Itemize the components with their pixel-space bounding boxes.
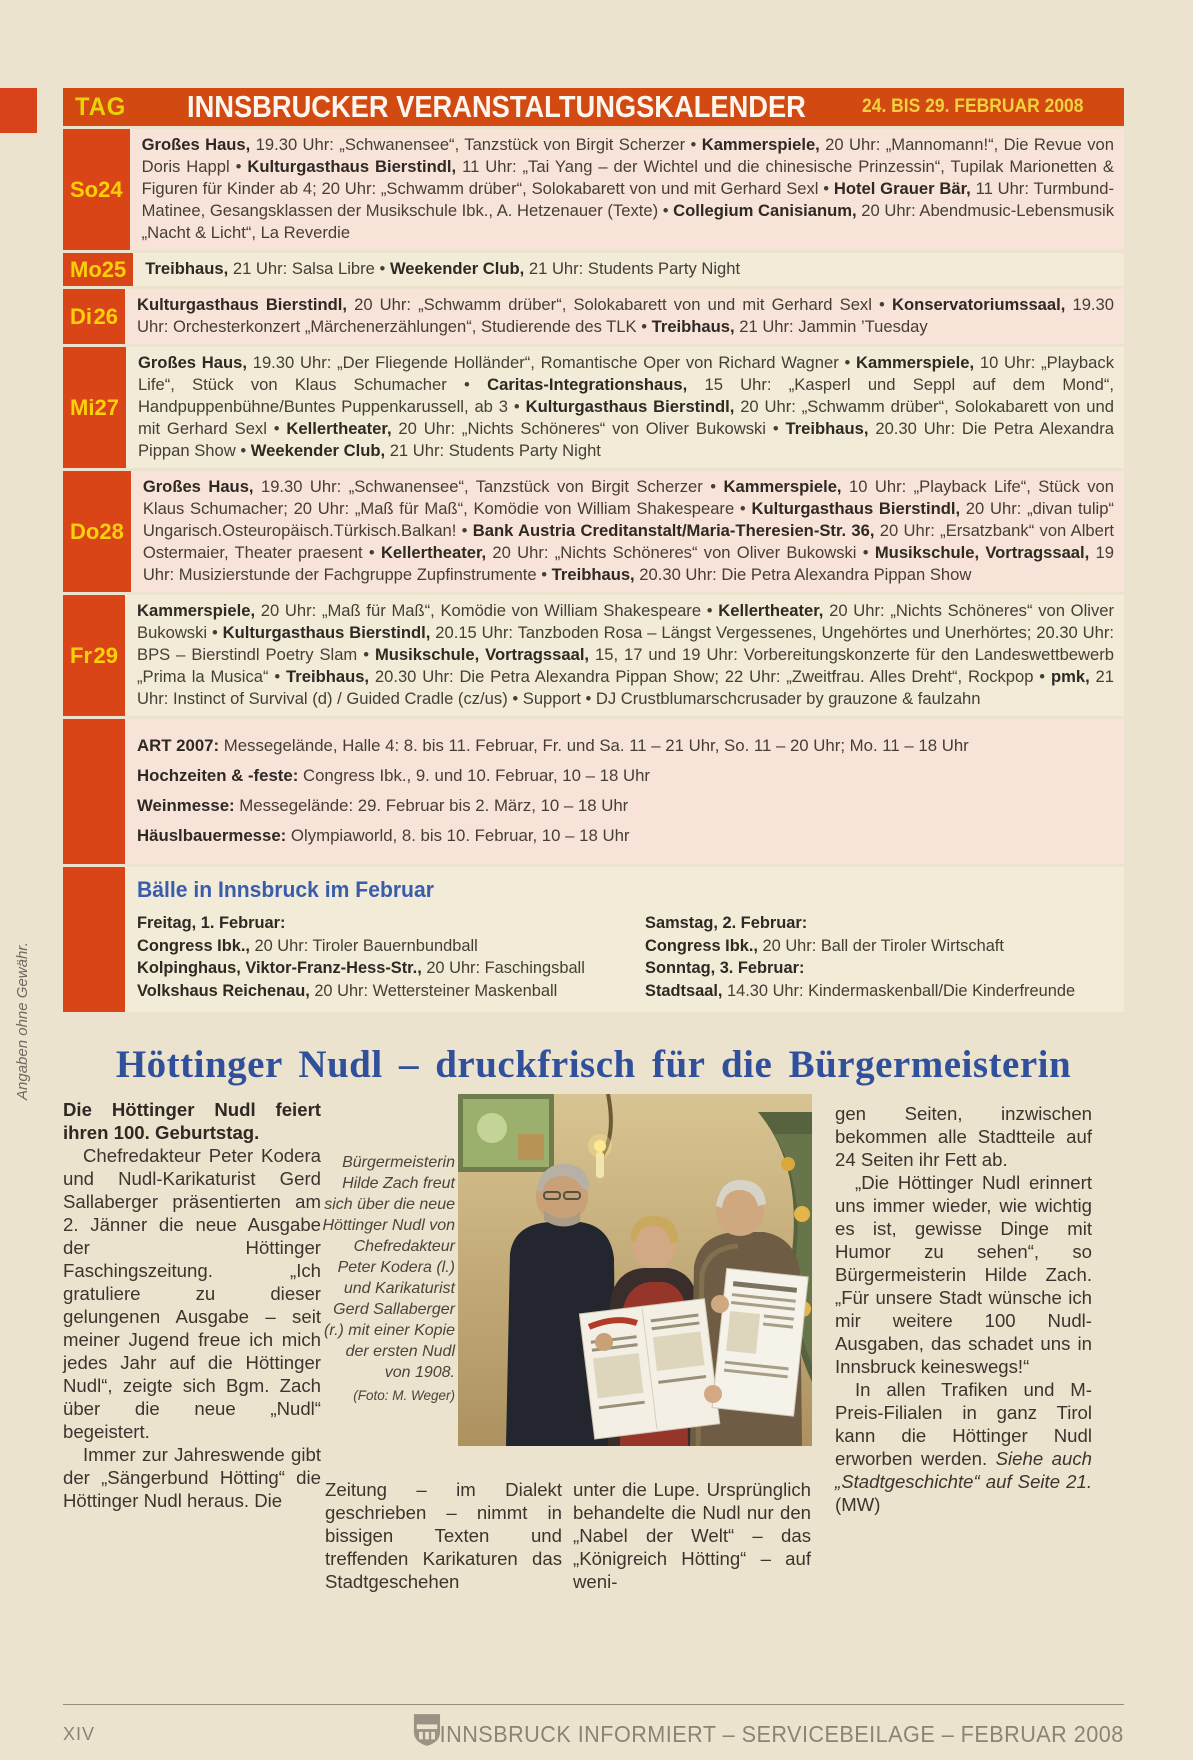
day-number: 28: [99, 518, 124, 544]
text-segment: In allen Trafiken und M-Preis-Filialen in ganz Tirol kann die Höttinger Nudl erworben werden.: [835, 1379, 1092, 1469]
calendar-day-row: [63, 253, 1124, 286]
text-segment: 20 Uhr: „divan tulip“ Ungarisch.Osteuropäisch.Türkisch.Balkan! •: [142, 499, 1114, 540]
article-paragraph: [835, 1171, 1092, 1378]
text-segment: Congress Ibk.,: [137, 936, 250, 955]
text-segment: Chefredakteur Peter Kodera und Nudl-Karikaturist Gerd Sallaberger präsentierten am 2. Jänner die neue Ausgabe der Höttinger Faschingszeitung. „Ich gratuliere zu dieser gelungenen Ausgabe – seit meiner Jugend freue ich mich jedes Jahr auf die Höttinger Nudl“, zeigte sich Bgm. Zach über die neue „Nudl“ begeistert.: [63, 1145, 321, 1442]
day-abbrev: Di: [70, 303, 92, 329]
article-column-1: [63, 1098, 321, 1512]
text-segment: Konservatoriumssaal,: [891, 295, 1066, 314]
text-segment: Olympiaworld, 8. bis 10. Februar, 10 – 18 Uhr: [286, 826, 630, 845]
text-segment: gen Seiten, inzwischen bekommen alle Stadtteile auf 24 Seiten ihr Fett ab.: [835, 1103, 1092, 1170]
text-segment: Bank Austria Creditanstalt/Maria-Theresien-Str. 36,: [472, 521, 875, 540]
calendar-day-row: [63, 347, 1124, 468]
calendar-title: INNSBRUCKER VERANSTALTUNGSKALENDER: [186, 89, 806, 124]
text-segment: Treibhaus,: [145, 259, 229, 278]
text-segment: 21 Uhr: Students Party Night: [524, 259, 741, 278]
photo-credit: (Foto: M. Weger): [353, 1388, 455, 1403]
text-segment: Hochzeiten & -feste:: [137, 766, 299, 785]
ball-line: [645, 912, 1114, 935]
text-segment: 20 Uhr: „Schwamm drüber“, Solokabarett von und mit Gerhard Sexl •: [137, 397, 1114, 438]
text-segment: 20.30 Uhr: Die Petra Alexandra Pippan Show •: [137, 419, 1114, 460]
day-events-body: [125, 289, 1124, 344]
text-segment: Häuslbauermesse:: [137, 826, 287, 845]
text-segment: Kulturgasthaus Bierstindl,: [525, 397, 735, 416]
text-segment: 15, 17 und 19 Uhr: Vorbereitungskonzerte für den Landeswettbewerb „Prima la Musica“ •: [137, 645, 1115, 686]
article-paragraph: [325, 1478, 562, 1593]
text-segment: 20 Uhr: „Nichts Schöneres“ von Oliver Bukowski •: [137, 601, 1114, 642]
balls-section: [63, 867, 1124, 1012]
text-segment: Kellertheater,: [718, 601, 824, 620]
text-segment: Musikschule, Vortragssaal,: [874, 543, 1090, 562]
article-paragraph: [63, 1443, 321, 1512]
text-segment: „Die Höttinger Nudl erinnert uns immer wieder, wie wichtig es ist, gewisse Dinge mit Humor zu sehen“, so Bürgermeisterin Hilde Zach. „Für unsere Stadt wünsche ich mir weitere 100 Nudl-Ausgaben, das schadet uns in Innsbruck keineswegs!“: [835, 1172, 1092, 1377]
day-abbrev: Fr: [70, 642, 92, 668]
text-segment: Kammerspiele,: [701, 135, 820, 154]
text-segment: Immer zur Jahreswende gibt der „Sängerbund Hötting“ die Höttinger Nudl heraus. Die: [63, 1444, 321, 1511]
text-segment: 20.30 Uhr: Die Petra Alexandra Pippan Show; 22 Uhr: „Zweitfrau. Alles Dreht“, Rockpop •: [369, 667, 1051, 686]
text-segment: 19.30 Uhr: „Schwanensee“, Tanzstück von Birgit Scherzer •: [250, 135, 702, 154]
article-paragraph: [63, 1098, 321, 1144]
text-segment: 21 Uhr: Students Party Night: [385, 441, 601, 460]
photo-illustration: [458, 1094, 812, 1446]
article-paragraph: [573, 1478, 811, 1593]
calendar-header: [63, 88, 1124, 126]
day-events-body: [130, 129, 1124, 250]
text-segment: Weinmesse:: [137, 796, 235, 815]
calendar-day-row: [63, 289, 1124, 344]
text-segment: Collegium Canisianum,: [673, 201, 857, 220]
day-label: [63, 595, 125, 716]
day-events: [142, 134, 1114, 244]
text-segment: 19.30 Uhr: „Der Fliegende Holländer“, Romantische Oper von Richard Wagner •: [246, 353, 857, 372]
text-segment: 15 Uhr: „Kasperl und Seppl auf dem Mond“, Handpuppenbühne/Buntes Puppenkarussell, ab 3 •: [137, 375, 1114, 416]
text-segment: 20 Uhr: Wettersteiner Maskenball: [309, 981, 558, 1000]
text-segment: Kulturgasthaus Bierstindl,: [751, 499, 961, 518]
text-segment: Messegelände, Halle 4: 8. bis 11. Februar, Fr. und Sa. 11 – 21 Uhr, So. 11 – 20 Uhr; Mo. 11 – 18 Uhr: [219, 736, 969, 755]
text-segment: 11 Uhr: Turmbund-Matinee, Gesangsklassen der Musikschule Ibk., A. Hetzenauer (Texte) •: [141, 179, 1114, 220]
text-segment: Kammerspiele,: [137, 601, 256, 620]
day-number: 29: [93, 642, 118, 668]
page-footer: [63, 1704, 1124, 1748]
text-segment: Kulturgasthaus Bierstindl,: [222, 623, 431, 642]
day-label: [63, 347, 126, 468]
calendar-rows: [63, 129, 1124, 716]
day-number: 25: [101, 256, 127, 282]
text-segment: 19.30 Uhr: „Schwanensee“, Tanzstück von Birgit Scherzer •: [253, 477, 724, 496]
text-segment: 20 Uhr: „Schwamm drüber“, Solokabarett von und mit Gerhard Sexl •: [346, 295, 892, 314]
page-number: XIV: [63, 1724, 96, 1744]
article-paragraph: [63, 1144, 321, 1443]
text-segment: Treibhaus,: [286, 667, 370, 686]
text-segment: Sonntag, 3. Februar:: [645, 959, 805, 977]
footer-title: INNSBRUCK INFORMIERT – SERVICEBEILAGE – FEBRUAR 2008: [439, 1721, 1124, 1747]
text-segment: pmk,: [1050, 667, 1090, 686]
day-label: [63, 129, 130, 250]
calendar-day-row: [63, 471, 1124, 592]
text-segment: 20 Uhr: Abendmusic-Lebensmusik „Nacht & Licht“, La Reverdie: [141, 201, 1114, 242]
calendar-day-row: [63, 595, 1124, 716]
text-segment: 14.30 Uhr: Kindermaskenball/Die Kinderfreunde: [722, 981, 1076, 1000]
ball-line: [137, 935, 645, 958]
text-segment: Kammerspiele,: [856, 353, 975, 372]
text-segment: (MW): [835, 1494, 881, 1515]
margin-note: Angaben ohne Gewähr.: [14, 942, 31, 1100]
ball-line: [645, 980, 1114, 1003]
fair-line: [137, 825, 1114, 846]
balls-content: [125, 867, 1124, 1012]
ball-line: [137, 957, 645, 980]
fairs-section: [63, 719, 1124, 864]
text-segment: 11 Uhr: „Tai Yang – der Wichtel und die chinesische Prinzessin“, Tupilak Marionetten & Figuren für Kinder ab 4; 20 Uhr: „Schwamm drüber“, Solokabarett von und mit Gerhard Sexl •: [141, 157, 1114, 198]
day-events-body: [125, 595, 1124, 716]
text-segment: Weekender Club,: [389, 259, 525, 278]
day-number: 27: [94, 394, 119, 420]
ball-line: [137, 980, 645, 1003]
text-segment: Treibhaus,: [651, 317, 735, 336]
article-headline: Höttinger Nudl – druckfrisch für die Bürgermeisterin: [115, 1043, 1072, 1086]
photo-caption: [321, 1152, 455, 1406]
text-segment: Volkshaus Reichenau,: [137, 981, 310, 1000]
text-segment: Treibhaus,: [785, 419, 869, 438]
article-column-4: [835, 1102, 1092, 1516]
text-segment: Kellertheater,: [380, 543, 487, 562]
day-abbrev: Mi: [70, 394, 95, 420]
text-segment: Stadtsaal,: [645, 981, 723, 1000]
day-events: [138, 352, 1114, 462]
article-photo: [458, 1094, 812, 1446]
balls-title: Bälle in Innsbruck im Februar: [137, 877, 434, 902]
text-segment: 21 Uhr: Salsa Libre •: [228, 259, 390, 278]
tag-label: TAG: [75, 92, 127, 121]
text-segment: Caritas-Integrationshaus,: [487, 375, 688, 394]
day-label: [63, 253, 133, 286]
text-segment: Messegelände: 29. Februar bis 2. März, 10 – 18 Uhr: [234, 796, 629, 815]
day-events: [137, 600, 1114, 710]
innsbruck-crest-icon: [413, 1713, 441, 1752]
text-segment: 20.30 Uhr: Die Petra Alexandra Pippan Show: [634, 565, 972, 584]
text-segment: Samstag, 2. Februar:: [645, 914, 808, 932]
fairs-lines: [125, 719, 1124, 864]
day-number: 24: [98, 176, 123, 202]
text-segment: Siehe auch „Stadtgeschichte“ auf Seite 21.: [835, 1448, 1092, 1492]
text-segment: ART 2007:: [137, 736, 220, 755]
text-segment: Kellertheater,: [286, 419, 392, 438]
text-segment: Großes Haus,: [141, 135, 251, 154]
day-events-body: [133, 253, 1124, 286]
day-events-body: [131, 471, 1124, 592]
day-events: [145, 258, 1114, 280]
text-segment: 19 Uhr: Musizierstunde der Fachgruppe Zupfinstrumente •: [142, 543, 1114, 584]
article-column-2: [325, 1478, 562, 1593]
article: [63, 1036, 1124, 1592]
text-segment: 20.15 Uhr: Tanzboden Rosa – Längst Vergessenes, Ungehörtes und Unerhörtes; 20.30 Uhr: BPS – Bierstindl Poetry Slam •: [137, 623, 1114, 664]
text-segment: Congress Ibk., 9. und 10. Februar, 10 – 18 Uhr: [298, 766, 650, 785]
day-spacer: [63, 719, 125, 864]
balls-right: [645, 912, 1114, 1002]
fair-line: [137, 795, 1114, 816]
text-segment: Großes Haus,: [137, 353, 247, 372]
caption-text: Bürgermeisterin Hilde Zach freut sich über die neue Höttinger Nudl von Chefredakteur Peter Kodera (l.) und Karikaturist Gerd Sallaberger (r.) mit einer Kopie der ersten Nudl von 1908.: [322, 1154, 455, 1381]
day-number: 26: [93, 303, 118, 329]
text-segment: 20 Uhr: „Nichts Schöneres“ von Oliver Bukowski •: [486, 543, 875, 562]
article-paragraph: [835, 1102, 1092, 1171]
day-label: [63, 289, 125, 344]
ball-line: [645, 935, 1114, 958]
events-calendar: [63, 88, 1124, 1012]
text-segment: 20 Uhr: Faschingsball: [421, 959, 585, 977]
day-abbrev: Do: [70, 518, 100, 544]
article-paragraph: [835, 1378, 1092, 1516]
text-segment: Großes Haus,: [142, 477, 254, 496]
text-segment: 20 Uhr: „Nichts Schöneres“ von Oliver Bukowski •: [391, 419, 786, 438]
ball-line: [645, 957, 1114, 980]
text-segment: Kulturgasthaus Bierstindl,: [247, 157, 457, 176]
text-segment: unter die Lupe. Ursprünglich behandelte die Nudl nur den „Nabel der Welt“ – das „Königreich Hötting“ – auf weni-: [573, 1479, 811, 1592]
text-segment: Congress Ibk.,: [645, 936, 758, 955]
text-segment: 20 Uhr: „Maß für Maß“, Komödie von William Shakespeare •: [255, 601, 719, 620]
fair-line: [137, 735, 1114, 756]
article-column-3: [573, 1478, 811, 1593]
corner-mark: [0, 88, 37, 133]
text-segment: 20 Uhr: Tiroler Bauernbundball: [249, 936, 478, 955]
text-segment: Weekender Club,: [250, 441, 386, 460]
calendar-date-range: 24. BIS 29. FEBRUAR 2008: [862, 96, 1084, 117]
text-segment: Kammerspiele,: [723, 477, 842, 496]
text-segment: Die Höttinger Nudl feiert ihren 100. Geburtstag.: [63, 1099, 321, 1143]
day-events-body: [126, 347, 1124, 468]
text-segment: 21 Uhr: Jammin ’Tuesday: [734, 317, 928, 336]
text-segment: 19.30 Uhr: Orchesterkonzert „Märchenerzählungen“, Studierende des TLK •: [137, 295, 1115, 336]
text-segment: Treibhaus,: [551, 565, 635, 584]
text-segment: Kolpinghaus, Viktor-Franz-Hess-Str.,: [137, 959, 422, 977]
day-label: [63, 471, 131, 592]
day-abbrev: So: [70, 176, 99, 202]
text-segment: Hotel Grauer Bär,: [833, 179, 971, 198]
text-segment: 21 Uhr: Instinct of Survival (d) / Guided Cradle (cz/us) • Support • DJ Crustblumarschcrusader by grauzone & faulzahn: [137, 667, 1114, 708]
text-segment: 10 Uhr: „Playback Life“, Stück von Klaus Schumacher •: [137, 353, 1114, 394]
text-segment: 20 Uhr: Ball der Tiroler Wirtschaft: [757, 936, 1004, 955]
day-events: [137, 294, 1114, 338]
balls-left: [137, 912, 645, 1002]
ball-line: [137, 912, 645, 935]
text-segment: Freitag, 1. Februar:: [137, 914, 286, 932]
text-segment: Zeitung – im Dialekt geschrieben – nimmt in bissigen Texten und treffenden Karikaturen das Stadtgeschehen: [325, 1479, 562, 1592]
calendar-day-row: [63, 129, 1124, 250]
text-segment: 20 Uhr: „Mannomann!“, Die Revue von Doris Happl •: [141, 135, 1114, 176]
text-segment: Kulturgasthaus Bierstindl,: [137, 295, 347, 314]
fair-line: [137, 765, 1114, 786]
text-segment: 10 Uhr: „Playback Life“, Stück von Klaus Schumacher; 20 Uhr: „Maß für Maß“, Komödie von William Shakespeare •: [142, 477, 1114, 518]
day-events: [143, 476, 1114, 586]
day-spacer: [63, 867, 125, 1012]
text-segment: 20 Uhr: „Ersatzbank“ von Albert Ostermaier, Theater praesent •: [142, 521, 1115, 562]
day-abbrev: Mo: [70, 256, 102, 282]
text-segment: Musikschule, Vortragssaal,: [374, 645, 590, 664]
